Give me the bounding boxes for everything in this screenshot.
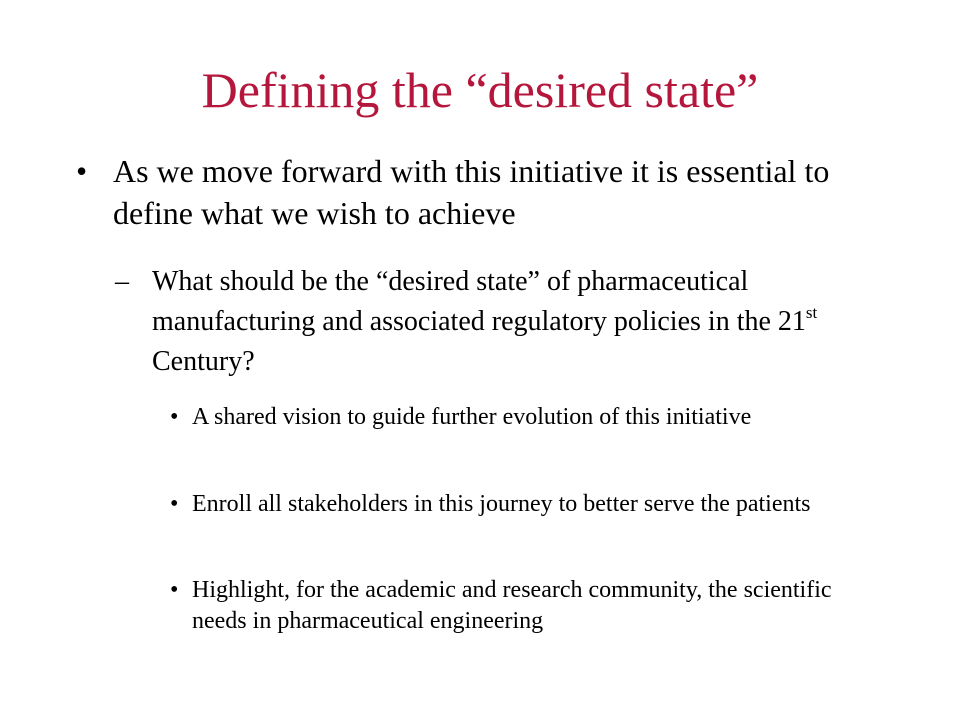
bullet-marker: • <box>170 577 179 603</box>
bullet-text: As we move forward with this initiative it is essential to define what we wish to achieve <box>113 153 830 231</box>
bullet-text: A shared vision to guide further evolution of this initiative <box>192 404 752 430</box>
text-before: What should be the “desired state” of pharmaceutical manufacturing and associated regulatory policies in the 21 <box>152 266 806 337</box>
bullet-text: Highlight, for the academic and research community, the scientific needs in pharmaceutical engineering <box>192 577 832 634</box>
bullet-marker: • <box>76 153 88 189</box>
subbullet-highlight-needs <box>170 575 890 637</box>
slide-title: Defining the “desired state” <box>201 62 759 118</box>
bullet-text <box>152 262 895 382</box>
superscript: st <box>805 303 818 322</box>
bullet-text: Enroll all stakeholders in this journey to better serve the patients <box>192 491 811 517</box>
bullet-marker: • <box>170 404 179 430</box>
bullet-marker: • <box>170 491 179 517</box>
text-after: Century? <box>152 346 255 377</box>
dash-marker: – <box>115 266 129 297</box>
bullet-level2 <box>115 262 895 382</box>
subbullet-enroll-stakeholders <box>170 489 890 520</box>
subbullet-shared-vision <box>170 402 890 433</box>
bullet-level1 <box>76 150 876 234</box>
